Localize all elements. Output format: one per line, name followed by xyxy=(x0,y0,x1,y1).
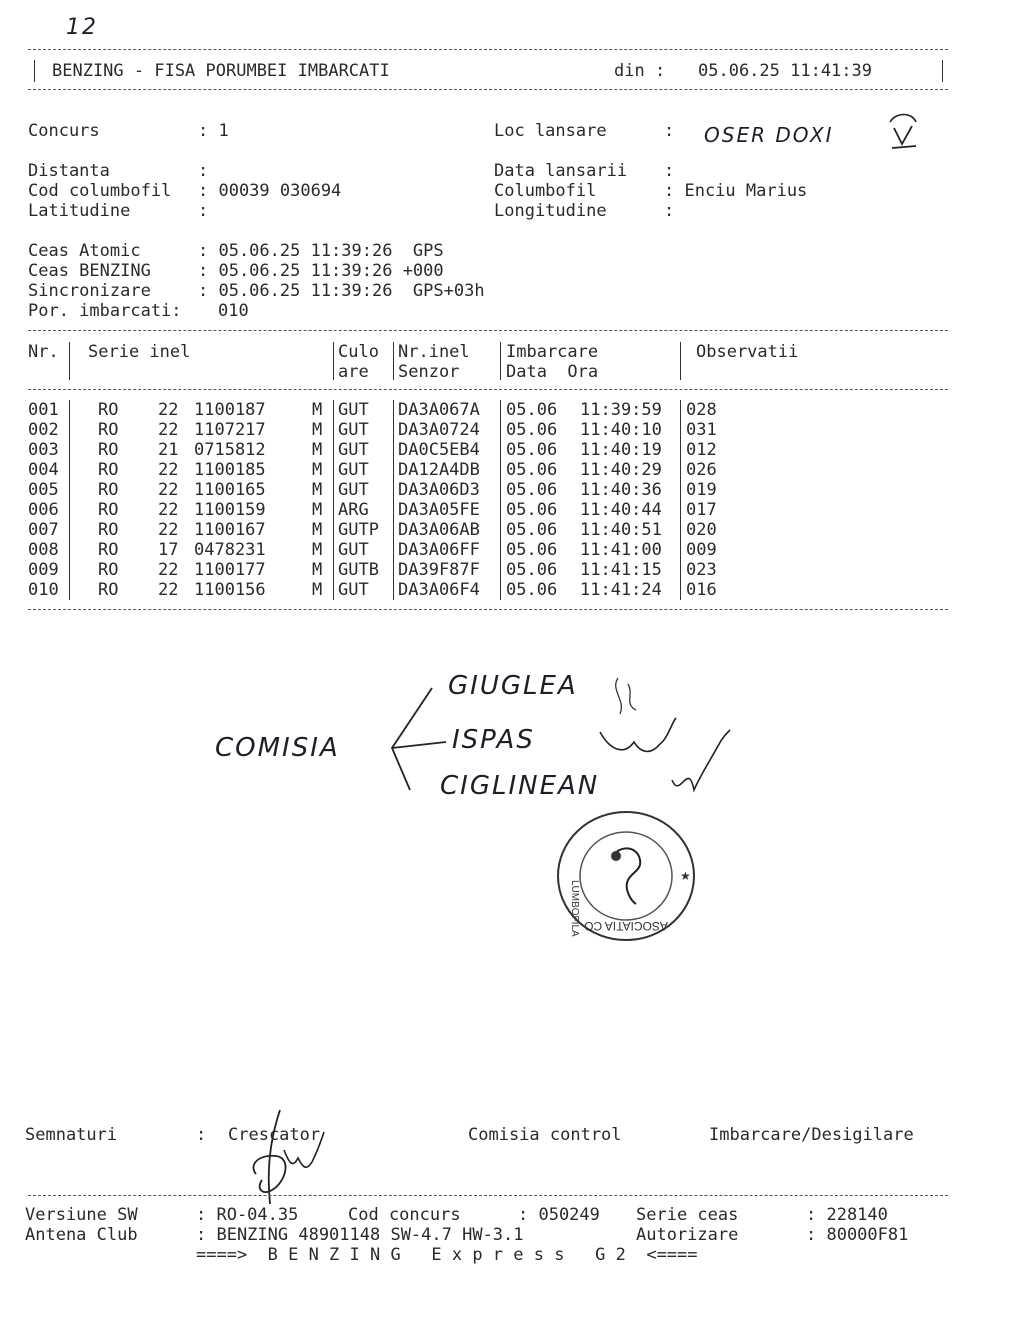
semnaturi-colon: : xyxy=(196,1125,207,1145)
header-serie-inel: Serie inel xyxy=(88,342,191,362)
cell-time: 11:40:44 xyxy=(580,500,662,520)
header-left-border xyxy=(34,60,35,82)
cell-country: RO xyxy=(98,400,119,420)
cell-year: 22 xyxy=(158,460,179,480)
cod-concurs-value: : 050249 xyxy=(518,1205,600,1225)
cell-time: 11:41:00 xyxy=(580,540,662,560)
cell-date: 05.06 xyxy=(506,400,558,420)
cell-ring: 1100156 xyxy=(194,580,266,600)
page-number: 12 xyxy=(66,15,98,40)
antena-club-label: Antena Club xyxy=(25,1225,138,1245)
body-sep-5 xyxy=(680,400,681,600)
cell-date: 05.06 xyxy=(506,500,558,520)
cell-time: 11:41:24 xyxy=(580,580,662,600)
cell-nr: 010 xyxy=(28,580,59,600)
cell-nr: 008 xyxy=(28,540,59,560)
header-top-rule xyxy=(28,49,948,50)
header-imbarcare-2: Data Ora xyxy=(506,362,599,382)
cell-date: 05.06 xyxy=(506,540,558,560)
cell-color: GUT xyxy=(338,540,369,560)
cell-sensor: DA3A067A xyxy=(398,400,480,420)
cell-time: 11:39:59 xyxy=(580,400,662,420)
handwritten-comisia: COMISIA xyxy=(215,733,340,763)
commission-signatures xyxy=(590,660,740,810)
cell-nr: 003 xyxy=(28,440,59,460)
cell-sensor: DA0C5EB4 xyxy=(398,440,480,460)
association-stamp xyxy=(554,808,698,944)
header-sep-4 xyxy=(500,342,501,380)
svg-text:★: ★ xyxy=(680,869,691,883)
cell-ring: 1100167 xyxy=(194,520,266,540)
cell-year: 22 xyxy=(158,580,179,600)
loc-lansare-label: Loc lansare xyxy=(494,121,607,141)
cell-color: GUT xyxy=(338,420,369,440)
concurs-label: Concurs xyxy=(28,121,100,141)
cell-color: GUT xyxy=(338,400,369,420)
table-top-rule xyxy=(28,330,948,331)
cell-obs: 028 xyxy=(686,400,717,420)
cell-year: 21 xyxy=(158,440,179,460)
cell-time: 11:40:36 xyxy=(580,480,662,500)
cell-sex: M xyxy=(312,460,323,480)
loc-lansare-handwritten: OSER DOXI xyxy=(704,123,834,147)
body-sep-3 xyxy=(393,400,394,600)
concurs-value: : 1 xyxy=(198,121,229,141)
svg-text:LUMBOFILA: LUMBOFILA xyxy=(569,880,580,937)
arrow-bracket xyxy=(370,680,450,810)
header-nr-inel-1: Nr.inel xyxy=(398,342,470,362)
cell-ring: 0478231 xyxy=(194,540,266,560)
distanta-label: Distanta xyxy=(28,161,110,181)
columbofil-label: Columbofil xyxy=(494,181,597,201)
cell-time: 11:40:10 xyxy=(580,420,662,440)
header-right-border xyxy=(942,60,943,82)
columbofil-value: : Enciu Marius xyxy=(664,181,808,201)
cell-color: GUT xyxy=(338,480,369,500)
sincronizare-value: : 05.06.25 11:39:26 GPS+03h xyxy=(198,281,485,301)
longitudine-value: : xyxy=(664,201,675,221)
cell-sex: M xyxy=(312,560,323,580)
cell-obs: 017 xyxy=(686,500,717,520)
serie-ceas-label: Serie ceas xyxy=(636,1205,739,1225)
cell-country: RO xyxy=(98,480,119,500)
cell-year: 22 xyxy=(158,420,179,440)
ceas-benzing-value: : 05.06.25 11:39:26 +000 xyxy=(198,261,444,281)
sincronizare-label: Sincronizare xyxy=(28,281,151,301)
cell-obs: 016 xyxy=(686,580,717,600)
cell-color: GUTB xyxy=(338,560,379,580)
signature-crescator: Crescator xyxy=(228,1125,321,1145)
table-header-rule xyxy=(28,389,948,390)
cell-obs: 019 xyxy=(686,480,717,500)
cell-color: GUT xyxy=(338,580,369,600)
header-sep-2 xyxy=(333,342,334,380)
autorizare-value: : 80000F81 xyxy=(806,1225,909,1245)
cell-obs: 026 xyxy=(686,460,717,480)
distanta-value: : xyxy=(198,161,209,181)
imbarcare-desigilare-label: Imbarcare/Desigilare xyxy=(709,1125,914,1145)
latitudine-value: : xyxy=(198,201,209,221)
cell-color: GUTP xyxy=(338,520,379,540)
cell-ring: 1100185 xyxy=(194,460,266,480)
header-bottom-rule xyxy=(28,89,948,90)
cell-color: ARG xyxy=(338,500,369,520)
table-bottom-rule xyxy=(28,609,948,610)
ceas-atomic-label: Ceas Atomic xyxy=(28,241,141,261)
ceas-atomic-value: : 05.06.25 11:39:26 GPS xyxy=(198,241,444,261)
handwritten-name-2: ISPAS xyxy=(452,725,535,755)
cell-date: 05.06 xyxy=(506,440,558,460)
cell-date: 05.06 xyxy=(506,520,558,540)
svg-text:ASOCIATIA CO: ASOCIATIA CO xyxy=(584,919,668,933)
cell-color: GUT xyxy=(338,440,369,460)
cell-ring: 1100159 xyxy=(194,500,266,520)
cell-country: RO xyxy=(98,500,119,520)
cell-country: RO xyxy=(98,560,119,580)
cell-ring: 0715812 xyxy=(194,440,266,460)
longitudine-label: Longitudine xyxy=(494,201,607,221)
handwritten-name-3: CIGLINEAN xyxy=(440,771,600,801)
cell-year: 22 xyxy=(158,560,179,580)
cell-obs: 020 xyxy=(686,520,717,540)
cod-columbofil-value: : 00039 030694 xyxy=(198,181,342,201)
cell-ring: 1107217 xyxy=(194,420,266,440)
cell-nr: 006 xyxy=(28,500,59,520)
data-lansarii-label: Data lansarii xyxy=(494,161,628,181)
cell-sensor: DA3A0724 xyxy=(398,420,480,440)
cell-time: 11:41:15 xyxy=(580,560,662,580)
report-datetime: 05.06.25 11:41:39 xyxy=(698,61,872,81)
cell-date: 05.06 xyxy=(506,560,558,580)
cell-obs: 009 xyxy=(686,540,717,560)
cell-country: RO xyxy=(98,520,119,540)
cell-nr: 001 xyxy=(28,400,59,420)
cell-sex: M xyxy=(312,440,323,460)
header-culoare-2: are xyxy=(338,362,369,382)
benzing-brand-line: ====> B E N Z I N G E x p r e s s G 2 <==== xyxy=(196,1245,698,1265)
cell-date: 05.06 xyxy=(506,420,558,440)
cell-year: 17 xyxy=(158,540,179,560)
crescator-signature xyxy=(226,1104,346,1216)
cell-sex: M xyxy=(312,520,323,540)
loc-lansare-colon: : xyxy=(664,121,675,141)
cell-country: RO xyxy=(98,460,119,480)
cell-country: RO xyxy=(98,420,119,440)
cell-sensor: DA12A4DB xyxy=(398,460,480,480)
header-imbarcare-1: Imbarcare xyxy=(506,342,599,362)
cell-year: 22 xyxy=(158,520,179,540)
cell-nr: 004 xyxy=(28,460,59,480)
latitudine-label: Latitudine xyxy=(28,201,131,221)
comisia-control-label: Comisia control xyxy=(468,1125,622,1145)
header-culoare-1: Culo xyxy=(338,342,379,362)
cell-date: 05.06 xyxy=(506,580,558,600)
footer-rule xyxy=(28,1195,948,1196)
cell-nr: 009 xyxy=(28,560,59,580)
header-sep-1 xyxy=(69,342,70,380)
report-title: BENZING - FISA PORUMBEI IMBARCATI xyxy=(52,61,390,81)
cell-date: 05.06 xyxy=(506,460,558,480)
cell-time: 11:40:29 xyxy=(580,460,662,480)
body-sep-4 xyxy=(500,400,501,600)
cell-sex: M xyxy=(312,420,323,440)
initials-mark xyxy=(884,110,924,152)
serie-ceas-value: : 228140 xyxy=(806,1205,888,1225)
semnaturi-label: Semnaturi xyxy=(25,1125,118,1145)
cell-ring: 1100187 xyxy=(194,400,266,420)
versiune-sw-label: Versiune SW xyxy=(25,1205,138,1225)
cell-color: GUT xyxy=(338,460,369,480)
header-nr-inel-2: Senzor xyxy=(398,362,460,382)
antena-club-value: : BENZING 48901148 SW-4.7 HW-3.1 xyxy=(196,1225,524,1245)
porumbei-imbarcati-value: 010 xyxy=(218,301,249,321)
ceas-benzing-label: Ceas BENZING xyxy=(28,261,151,281)
cell-sex: M xyxy=(312,580,323,600)
cell-sensor: DA3A06F4 xyxy=(398,580,480,600)
handwritten-name-1: GIUGLEA xyxy=(448,671,578,701)
header-sep-3 xyxy=(393,342,394,380)
cell-sensor: DA3A06FF xyxy=(398,540,480,560)
cell-obs: 012 xyxy=(686,440,717,460)
cell-sensor: DA3A06AB xyxy=(398,520,480,540)
cell-country: RO xyxy=(98,580,119,600)
cell-obs: 023 xyxy=(686,560,717,580)
cell-sensor: DA39F87F xyxy=(398,560,480,580)
autorizare-label: Autorizare xyxy=(636,1225,739,1245)
body-sep-2 xyxy=(333,400,334,600)
cell-sex: M xyxy=(312,400,323,420)
cell-nr: 007 xyxy=(28,520,59,540)
porumbei-imbarcati-label: Por. imbarcati: xyxy=(28,301,182,321)
data-lansarii-value: : xyxy=(664,161,675,181)
cell-country: RO xyxy=(98,440,119,460)
cell-nr: 005 xyxy=(28,480,59,500)
cell-year: 22 xyxy=(158,480,179,500)
cell-nr: 002 xyxy=(28,420,59,440)
cell-sensor: DA3A05FE xyxy=(398,500,480,520)
cell-obs: 031 xyxy=(686,420,717,440)
cod-concurs-label: Cod concurs xyxy=(348,1205,461,1225)
cell-ring: 1100165 xyxy=(194,480,266,500)
versiune-sw-value: : RO-04.35 xyxy=(196,1205,299,1225)
cell-sex: M xyxy=(312,540,323,560)
cell-time: 11:40:51 xyxy=(580,520,662,540)
header-observatii: Observatii xyxy=(696,342,799,362)
cell-year: 22 xyxy=(158,500,179,520)
cell-sensor: DA3A06D3 xyxy=(398,480,480,500)
report-din-label: din : xyxy=(614,61,666,81)
header-nr: Nr. xyxy=(28,342,59,362)
body-sep-1 xyxy=(69,400,70,600)
cod-columbofil-label: Cod columbofil xyxy=(28,181,172,201)
cell-country: RO xyxy=(98,540,119,560)
cell-date: 05.06 xyxy=(506,480,558,500)
cell-time: 11:40:19 xyxy=(580,440,662,460)
cell-sex: M xyxy=(312,500,323,520)
header-sep-5 xyxy=(680,342,681,380)
cell-ring: 1100177 xyxy=(194,560,266,580)
cell-year: 22 xyxy=(158,400,179,420)
cell-sex: M xyxy=(312,480,323,500)
